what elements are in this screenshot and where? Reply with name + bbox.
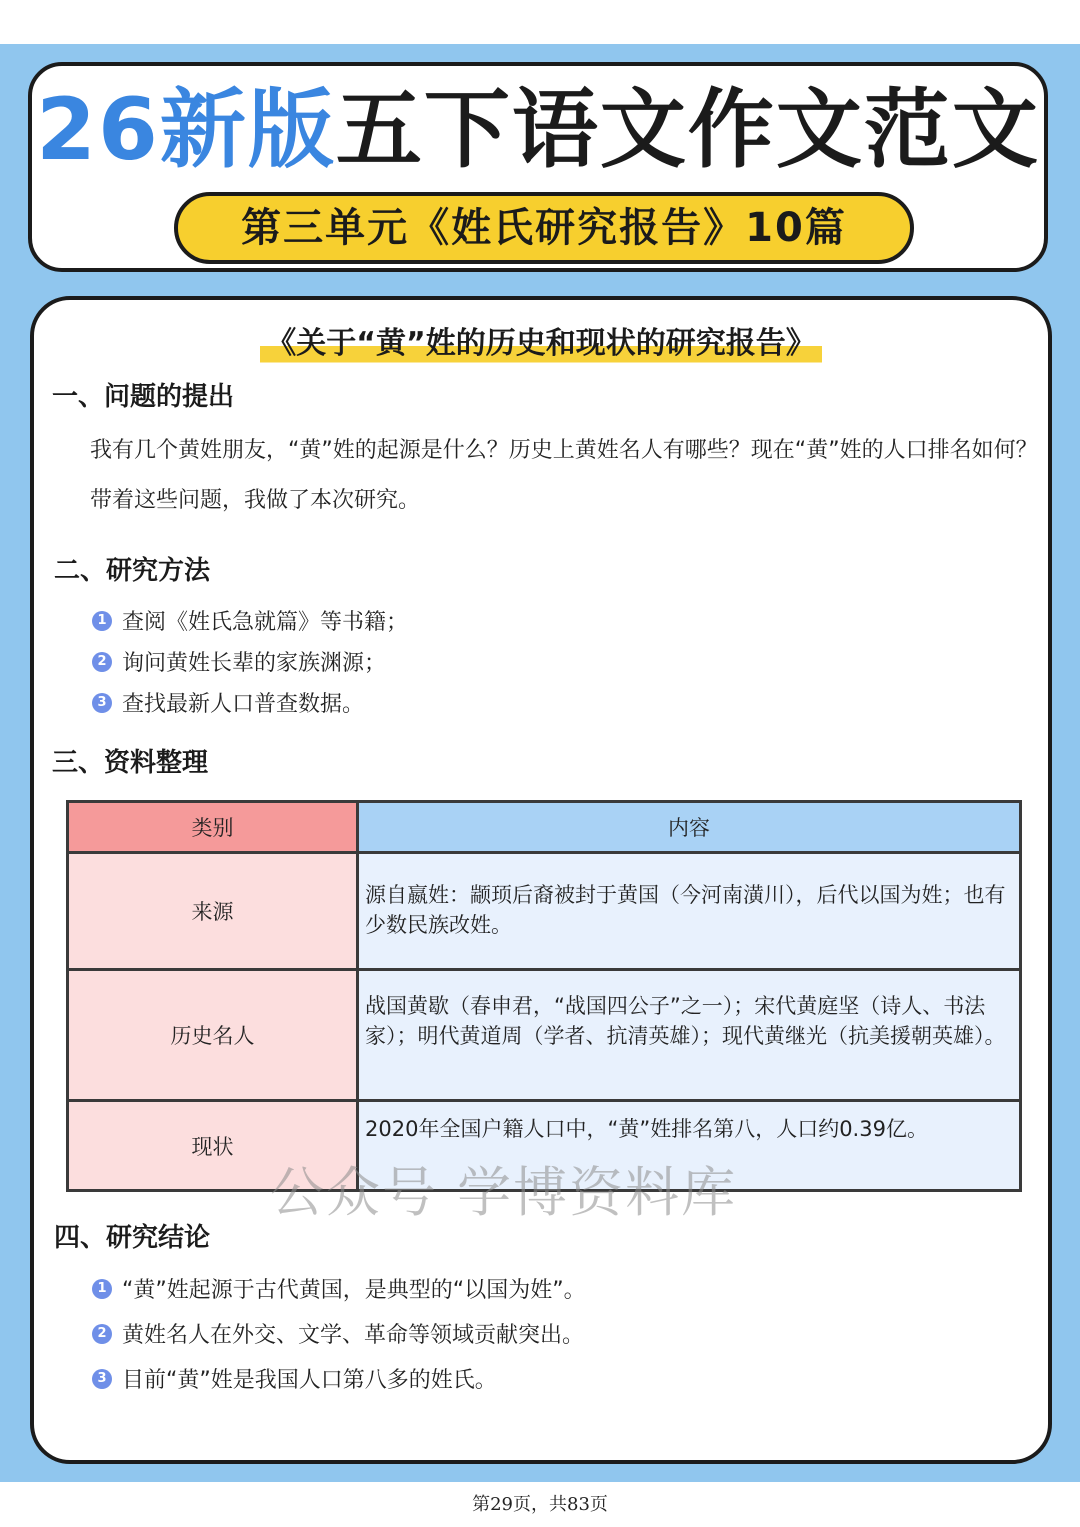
number-3-icon: 3 (92, 1369, 112, 1389)
method-item (92, 641, 1012, 682)
method-item-text: 查阅《姓氏急就篇》等书籍； (122, 610, 409, 635)
method-item (92, 682, 1012, 723)
table-header-category: 类别 (69, 803, 359, 851)
table-cell-content: 源自嬴姓：颛顼后裔被封于黄国（今河南潢川），后代以国为姓；也有少数民族改姓。 (359, 851, 1019, 968)
number-1-icon: 1 (92, 611, 112, 631)
report-title-text: 《关于“黄”姓的历史和现状的研究报告》 (260, 322, 821, 366)
number-2-icon: 2 (92, 652, 112, 672)
page-footer: 第29页，共83页 (472, 1494, 608, 1515)
data-table (66, 800, 1022, 1192)
conclusion-item-text: “黄”姓起源于古代黄国，是典型的“以国为姓”。 (122, 1278, 586, 1303)
section-4-heading: 四、研究结论 (54, 1223, 211, 1253)
method-item-text: 询问黄姓长辈的家族渊源； (122, 651, 387, 676)
section-1-paragraph: 我有几个黄姓朋友，“黄”姓的起源是什么？历史上黄姓名人有哪些？现在“黄”姓的人口排名如何？带着这些问题，我做了本次研究。 (90, 438, 1038, 513)
main-title (32, 80, 1044, 180)
report-title (34, 322, 1048, 366)
conclusion-item (92, 1311, 1012, 1356)
content-card (30, 296, 1052, 1464)
method-item (92, 600, 1012, 641)
subtitle-banner: 第三单元《姓氏研究报告》10篇 (174, 192, 914, 264)
method-item-text: 查找最新人口普查数据。 (122, 692, 365, 717)
number-1-icon: 1 (92, 1279, 112, 1299)
table-cell-content: 2020年全国户籍人口中，“黄”姓排名第八，人口约0.39亿。 (359, 1099, 1019, 1189)
number-2-icon: 2 (92, 1324, 112, 1344)
table-cell-category: 现状 (69, 1099, 359, 1189)
section-3-heading: 三、资料整理 (52, 748, 209, 778)
conclusion-list (92, 1266, 1012, 1401)
table-cell-category: 历史名人 (69, 968, 359, 1099)
header-card (28, 62, 1048, 272)
section-1-heading: 一、问题的提出 (52, 382, 235, 412)
section-2-heading: 二、研究方法 (54, 556, 211, 586)
conclusion-item (92, 1356, 1012, 1401)
conclusion-item-text: 目前“黄”姓是我国人口第八多的姓氏。 (122, 1368, 497, 1393)
main-title-accent: 26新版 (36, 80, 336, 180)
method-list (92, 600, 1012, 723)
conclusion-item (92, 1266, 1012, 1311)
number-3-icon: 3 (92, 693, 112, 713)
table-cell-content: 战国黄歇（春申君，“战国四公子”之一）；宋代黄庭坚（诗人、书法家）；明代黄道周（学者、抗清英雄）；现代黄继光（抗美援朝英雄）。 (359, 968, 1019, 1099)
conclusion-item-text: 黄姓名人在外交、文学、革命等领域贡献突出。 (122, 1323, 585, 1348)
table-cell-category: 来源 (69, 851, 359, 968)
watermark: 公众号 学博资料库 (270, 1161, 738, 1224)
main-title-rest: 五下语文作文范文 (335, 80, 1040, 180)
table-header-content: 内容 (359, 803, 1019, 851)
